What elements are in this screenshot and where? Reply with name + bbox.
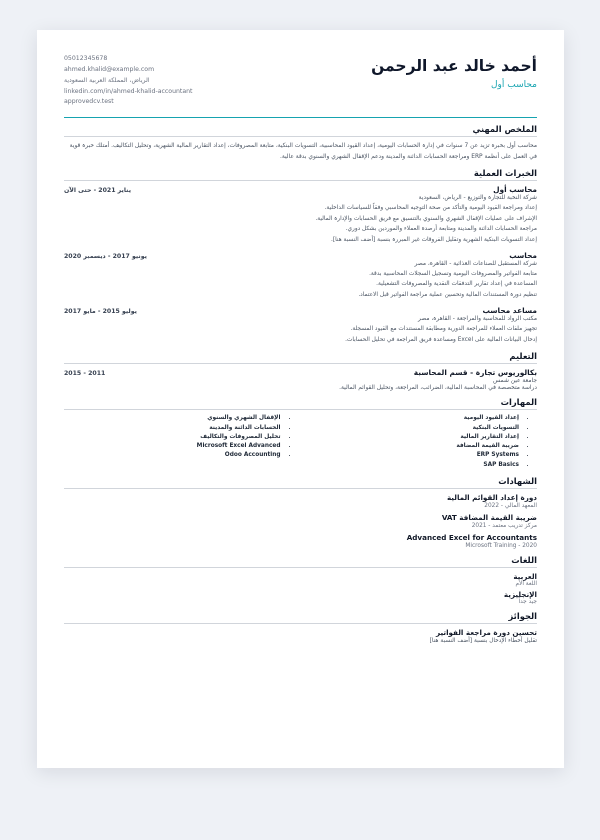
skill-item: • ERP Systems [303,451,520,460]
skill-item: • ضريبة القيمة المضافة [303,442,520,451]
language-level: جيد جداً [518,598,537,605]
awards-section [64,611,537,644]
education-date: 2011 - 2015 [64,370,106,378]
degree-name: بكالوريوس تجارة - قسم المحاسبة [413,368,537,378]
section-heading: اللغات [64,555,537,568]
job-role: محاسب أول [493,184,537,194]
job-date: يونيو 2017 - ديسمبر 2020 [64,252,147,260]
certificate-name: ضريبة القيمة المضافة VAT [441,512,537,522]
section-heading: الخبرات العملية [64,168,537,181]
job-role: محاسب [509,250,537,260]
skills-section [64,397,537,470]
bullet: مراجعة الحسابات الدائنة والمدينة ومتابعة أرصدة العملاء والموردين بشكل دوري. [345,226,537,233]
language-item [64,590,537,605]
entry-header [64,368,537,377]
skill-item: • إعداد القيود اليومية [303,414,520,423]
certificate-item [64,513,537,529]
experience-section [64,168,537,345]
education-desc: دراسة متخصصة في المحاسبة المالية، الضرائب، المراجعة، وتحليل القوائم المالية. [339,385,537,392]
contact-phone: 05012345678 [64,55,108,62]
job-org: شركة المستقبل للصناعات الغذائية - القاهرة، مصر [414,260,537,267]
certificate-meta: مركز تدريب معتمد - 2021 [471,522,537,529]
job-date: يوليو 2015 - مايو 2017 [64,307,137,315]
languages-section [64,555,537,605]
candidate-name: أحمد خالد عبد الرحمن [371,57,537,75]
certificates-section [64,476,537,549]
skill-item: • Microsoft Excel Advanced [64,442,281,451]
language-level: اللغة الأم [515,580,537,587]
award-name: تحسين دورة مراجعة الفواتير [435,627,537,637]
education-section [64,351,537,391]
experience-entry [64,185,537,246]
job-bullets [64,324,537,345]
certificate-name: دورة إعداد القوائم المالية [446,492,537,502]
skill-item: • تحليل المصروفات والتكاليف [64,433,281,442]
bullet: تنظيم دورة المستندات المالية وتحسين عملية مراجعة الفواتير قبل الاعتماد. [358,292,537,299]
section-heading: المهارات [64,397,537,410]
contact-block [64,54,192,108]
skills-column [303,414,528,470]
resume-page [37,30,564,768]
bullet: إدخال البيانات المالية على Excel ومساعدة فريق المراجعة في تحليل الحسابات. [345,336,537,343]
entry-header [64,251,537,260]
certificate-item [64,533,537,549]
candidate-title: محاسب أول [491,79,537,90]
contact-website[interactable]: approvedcv.test [64,98,114,106]
entry-header [64,185,537,194]
bullet: إعداد ومراجعة القيود اليومية والتأكد من صحة التوجيه المحاسبي وفقاً للسياسات الداخلية. [324,204,537,211]
job-role: مساعد محاسب [482,305,537,315]
skills-column [64,414,289,470]
skill-item: • التسويات البنكية [303,424,520,433]
section-heading: الجوائز [64,611,537,624]
job-bullets [64,269,537,301]
school-name: جامعة عين شمس [493,378,537,385]
certificate-meta: Microsoft Training - 2020 [465,542,537,549]
skill-item: • SAP Basics [303,461,520,470]
experience-entry [64,251,537,301]
contact-location: الرياض، المملكة العربية السعودية [64,76,150,84]
bullet: الإشراف على عمليات الإقفال الشهري والسنوي بالتنسيق مع فريق الحسابات والإدارة المالية. [315,215,537,222]
job-org: مكتب الرواد للمحاسبة والمراجعة - القاهرة، مصر [417,315,537,322]
contact-email[interactable]: ahmed.khalid@example.com [64,65,155,73]
experience-entry [64,306,537,345]
entry-header [64,306,537,315]
resume-header [64,54,537,118]
certificate-item [64,493,537,509]
certificate-name: Advanced Excel for Accountants [406,532,537,542]
section-heading: التعليم [64,351,537,364]
section-heading: الشهادات [64,476,537,489]
contact-linkedin[interactable]: linkedin.com/in/ahmed-khalid-accountant [64,87,193,95]
certificate-meta: المعهد المالي - 2022 [484,502,537,509]
skill-item: • Odoo Accounting [64,451,281,460]
bullet: إعداد التسويات البنكية الشهرية وتقليل الفروقات غير المبررة بنسبة [أضف النسبة هنا]. [331,237,537,244]
language-item [64,572,537,587]
bullet: تجهيز ملفات العملاء للمراجعة الدورية ومطابقة المستندات مع القيود المسجلة. [350,325,537,332]
skills-grid [64,414,537,470]
bullet: المساعدة في إعداد تقارير التدفقات النقدية والمصروفات التشغيلية. [376,281,537,288]
language-name: الإنجليزية [503,589,537,599]
bullet: متابعة الفواتير والمصروفات اليومية وتسجيل السجلات المحاسبية بدقة. [369,270,537,277]
skill-item: • الإقفال الشهري والسنوي [64,414,281,423]
skill-item: • الحسابات الدائنة والمدينة [64,424,281,433]
skill-item: • إعداد التقارير المالية [303,433,520,442]
job-bullets [64,203,537,246]
job-org: شركة النخبة للتجارة والتوزيع - الرياض، السعودية [418,194,537,201]
section-heading: الملخص المهني [64,124,537,137]
summary-section [64,124,537,162]
name-block [371,54,537,90]
job-date: يناير 2021 - حتى الآن [64,186,132,194]
summary-text: محاسب أول بخبرة تزيد عن 7 سنوات في إدارة الحسابات اليومية، إعداد القيود المحاسبية، التسويات البنكية، متابعة المصروفات، إعداد التقارير المالية الشهرية، وتحليل التكاليف. أمتلك خبرة قوية في العمل على أنظمة ERP ومراجعة الحسابات الدائنة والمدينة ودعم الإقفال الشهري والسنوي بدقة عالية. [69,143,537,160]
award-desc: تقليل أخطاء الإدخال بنسبة [أضف النسبة هنا] [429,637,537,644]
language-name: العربية [513,571,537,581]
